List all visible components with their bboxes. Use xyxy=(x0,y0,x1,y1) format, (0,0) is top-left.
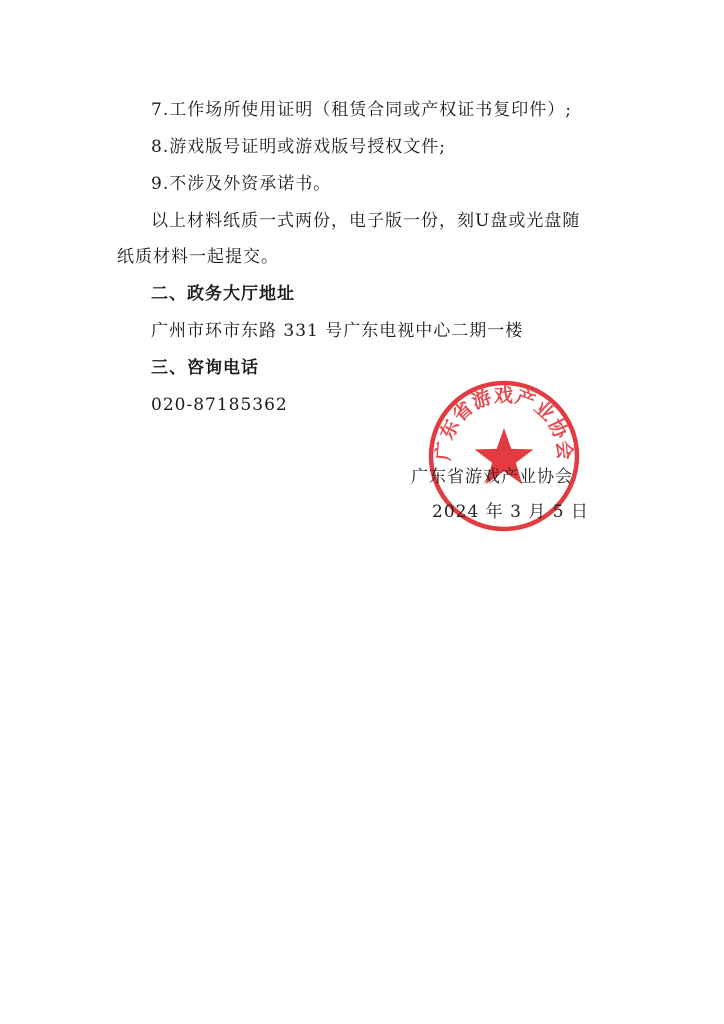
signature-organization: 广东省游戏产业协会 xyxy=(411,467,573,487)
item-8: 8.游戏版号证明或游戏版号授权文件; xyxy=(151,137,446,157)
note-line-2: 纸质材料一起提交。 xyxy=(117,247,279,267)
item-7: 7.工作场所使用证明（租赁合同或产权证书复印件）; xyxy=(151,100,572,120)
section-2-address: 广州市环市东路 331 号广东电视中心二期一楼 xyxy=(151,321,524,341)
note-line-1: 以上材料纸质一式两份，电子版一份，刻U盘或光盘随 xyxy=(151,211,581,231)
section-3-phone: 020-87185362 xyxy=(151,395,288,415)
section-2-heading: 二、政务大厅地址 xyxy=(151,284,295,304)
section-3-heading: 三、咨询电话 xyxy=(151,358,259,378)
signature-date: 2024 年 3 月 5 日 xyxy=(432,502,589,522)
seal-text: 广东省游戏产业协会 xyxy=(432,384,576,462)
item-9: 9.不涉及外资承诺书。 xyxy=(151,174,332,194)
